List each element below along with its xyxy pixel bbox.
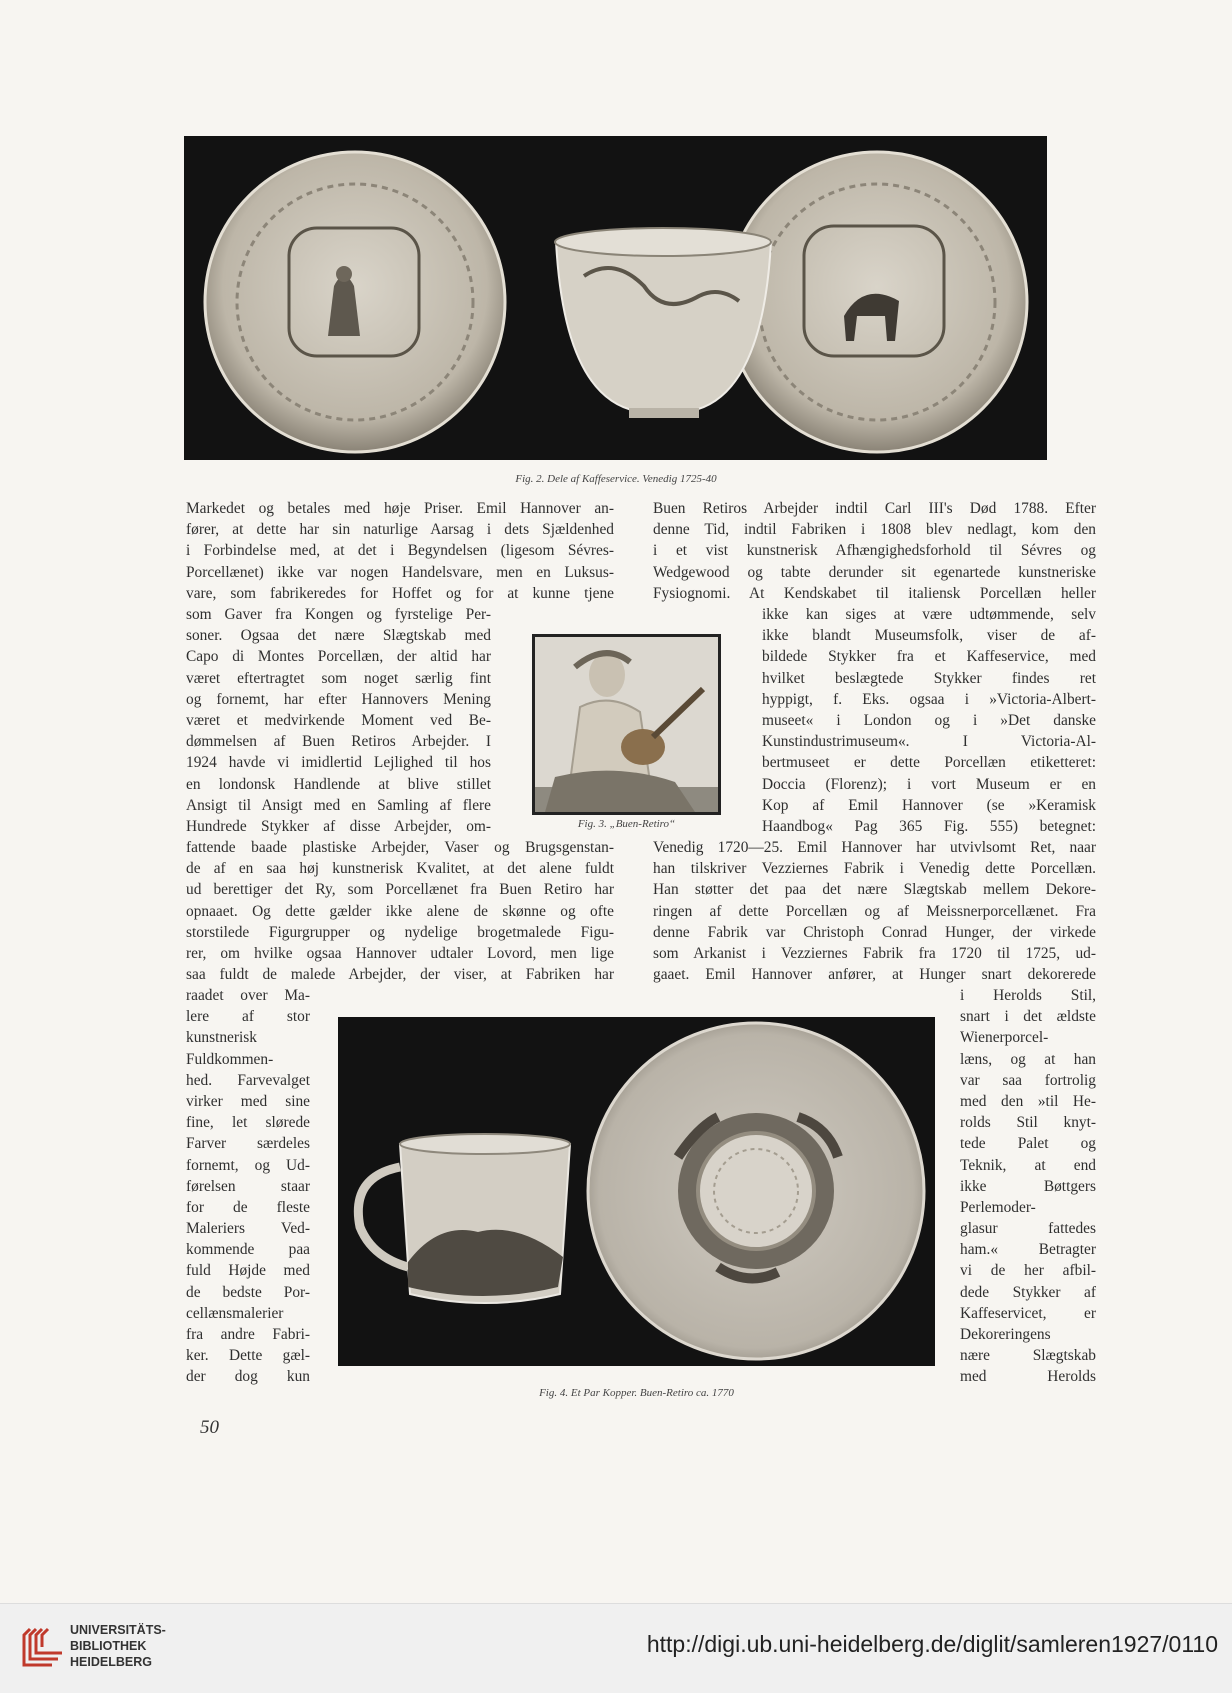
text-line: i Forbindelse med, at det i Begyndelsen (ligesom Sévres- (186, 542, 614, 560)
text-line: med den »til He- (960, 1092, 1096, 1110)
text-line: ringen af dette Porcellæn og af Meissnerporcellænet. Fra (653, 902, 1096, 920)
text-line: rolds Stil knyt- (960, 1114, 1096, 1132)
text-line: Dekoreringens (960, 1326, 1051, 1343)
text-line: ikke Bøttgers (960, 1177, 1096, 1195)
text-line: var saa fortrolig (960, 1071, 1096, 1089)
text-line: ker. Dette gæl- (186, 1347, 310, 1365)
text-line: Porcellænet) ikke var nogen Handelsvare, men en Luksus- (186, 563, 614, 581)
text-line: cellænsmalerier (186, 1304, 284, 1322)
figure-2-photo (184, 136, 1047, 460)
left-column-bottom (186, 837, 614, 985)
text-line: rer, om hvilke ogsaa Hannover udtaler Lovord, men lige (186, 944, 614, 962)
text-line: som Gaver fra Kongen og fyrstelige Per- (186, 606, 491, 623)
text-line: museet« i London og i »Det danske (762, 711, 1096, 729)
text-line: saa fuldt de malede Arbejder, der viser, at Fabriken har (186, 966, 614, 984)
text-line: Buen Retiros Arbejder indtil Carl III's Død 1788. Efter (653, 500, 1096, 517)
text-line: 1924 havde vi imidlertid Lejlighed til hos (186, 754, 491, 772)
text-line: bildede Stykker fra et Kaffeservice, med (762, 648, 1096, 666)
text-line: vi de her afbil- (960, 1262, 1096, 1280)
left-column-top (186, 498, 614, 604)
text-line: denne Fabrik var Christoph Conrad Hunger, der virkede (653, 923, 1096, 941)
library-footer (0, 1603, 1232, 1693)
text-line: fine, let slørede (186, 1114, 310, 1132)
text-line: ud berettiger det Ry, som Porcellænet fra Buen Retiro har (186, 881, 614, 899)
text-line: Kunstindustrimuseum«. I Victoria-Al- (762, 733, 1096, 751)
text-line: fattende baade plastiske Arbejder, Vaser og Brugsgenstan- (186, 839, 614, 856)
text-line: tede Palet og (960, 1135, 1096, 1153)
text-line: vare, som fabrikeredes for Hoffet og for at kunne tjene (186, 584, 614, 602)
text-line: soner. Ogsaa det nære Slægtskab med (186, 627, 491, 645)
right-column-top (653, 498, 1096, 604)
text-line: Kop af Emil Hannover (se »Keramisk (762, 796, 1096, 814)
text-line: Fuldkommen- (186, 1050, 274, 1068)
text-line: nære Slægtskab (960, 1347, 1096, 1365)
figure-3-caption: Fig. 3. „Buen-Retiro“ (577, 818, 676, 830)
text-line: fører, at dette har sin naturlige Aarsag i dets Sjældenhed (186, 521, 614, 539)
text-line: Hundrede Stykker af disse Arbejder, om- (186, 817, 491, 835)
text-line: virker med sine (186, 1092, 310, 1110)
text-line: snart i det ældste (960, 1008, 1096, 1026)
text-line: for de fleste (186, 1198, 310, 1216)
figure-4-photo (338, 1017, 935, 1366)
right-column-strip (960, 985, 1096, 1388)
text-line: Haandbog« Pag 365 Fig. 555) betegnet: (762, 817, 1096, 835)
text-line: Farver særdeles (186, 1135, 310, 1153)
text-line: storstilede Figurgrupper og nydelige brogetmalede Figu- (186, 923, 614, 941)
text-line: der dog kun (186, 1368, 310, 1386)
right-column-bottom (653, 837, 1096, 985)
text-line: Markedet og betales med høje Priser. Emil Hannover an- (186, 500, 614, 517)
figure-3-photo (532, 634, 721, 815)
text-line: Han støtter det paa det nære Slægtskab mellem Dekore- (653, 881, 1096, 899)
text-line: Doccia (Florenz); i vort Museum er en (762, 775, 1096, 793)
text-line: ikke kan siges at være udtømmende, selv (762, 606, 1096, 623)
right-column-narrow (762, 604, 1096, 837)
text-line: lere af stor (186, 1008, 310, 1026)
text-line: opnaaet. Og dette gælder ikke alene de skønne og ofte (186, 902, 614, 920)
text-line: læns, og at han (960, 1050, 1096, 1068)
text-line: i Herolds Stil, (960, 987, 1096, 1004)
text-line: Wienerporcel- (960, 1029, 1049, 1047)
text-line: Fysiognomi. At Kendskabet til italiensk Porcellæn heller (653, 584, 1096, 602)
library-logo-icon (16, 1621, 66, 1671)
source-url-link[interactable]: http://digi.ub.uni-heidelberg.de/diglit/samleren1927/0110 (646, 1631, 1218, 1657)
text-line: Perlemoder- (960, 1198, 1036, 1216)
text-line: kommende paa (186, 1241, 310, 1259)
page-number: 50 (200, 1417, 219, 1438)
text-line: dømmelsen af Buen Retiros Arbejder. I (186, 733, 491, 751)
text-line: han tilskriver Vezziernes Fabrik i Venedig dette Porcellæn. (653, 860, 1096, 878)
text-line: Wedgewood og tabte derunder sit egenartede kunstneriske (653, 563, 1096, 581)
text-line: Venedig 1720—25. Emil Hannover har utvivlsomt Ret, naar (653, 839, 1096, 856)
figure-2-caption: Fig. 2. Dele af Kaffeservice. Venedig 1725-40 (515, 473, 717, 485)
text-line: ikke blandt Museumsfolk, viser de af- (762, 627, 1096, 645)
text-line: hvilket beslægtede Stykker findes ret (762, 669, 1096, 687)
text-line: været et medvirkende Moment ved Be- (186, 711, 491, 729)
text-line: denne Tid, indtil Fabriken i 1808 blev nedlagt, kom den (653, 521, 1096, 539)
figure-4-caption: Fig. 4. Et Par Kopper. Buen-Retiro ca. 1770 (539, 1387, 734, 1399)
text-line: førelsen staar (186, 1177, 310, 1195)
text-line: de af en saa høj kunstnerisk Kvalitet, at det alene fuldt (186, 860, 614, 878)
text-line: fornemt, og Ud- (186, 1156, 310, 1174)
text-line: dede Stykker af (960, 1283, 1096, 1301)
text-line: Capo di Montes Porcellæn, der altid har (186, 648, 491, 666)
text-line: gaaet. Emil Hannover anfører, at Hunger snart dekorerede (653, 966, 1096, 984)
text-line: været eftertragtet som noget særlig fint (186, 669, 491, 687)
text-line: bertmuseet er dette Porcellæn etiketteret: (762, 754, 1096, 772)
left-column-strip (186, 985, 310, 1388)
text-line: og fornemt, har efter Hannovers Mening (186, 690, 491, 708)
text-line: Maleriers Ved- (186, 1220, 310, 1238)
text-line: hed. Farvevalget (186, 1071, 310, 1089)
text-line: ham.« Betragter (960, 1241, 1096, 1259)
text-line: en londonsk Handlende at blive stillet (186, 775, 491, 793)
text-line: som Arkanist i Vezziernes Fabrik fra 1720 til 1725, ud- (653, 944, 1096, 962)
text-line: med Herolds (960, 1368, 1096, 1386)
text-line: i et vist kunstnerisk Afhængighedsforhold til Sévres og (653, 542, 1096, 560)
text-line: glasur fattedes (960, 1220, 1096, 1238)
left-column-narrow (186, 604, 491, 837)
text-line: fuld Højde med (186, 1262, 310, 1280)
text-line: hyppigt, f. Eks. ogsaa i »Victoria-Albert- (762, 690, 1096, 708)
text-line: Teknik, at end (960, 1156, 1096, 1174)
text-line: kunstnerisk (186, 1029, 257, 1047)
text-line: raadet over Ma- (186, 987, 310, 1004)
library-name: UNIVERSITÄTS- BIBLIOTHEK HEIDELBERG (70, 1623, 166, 1669)
text-line: Ansigt til Ansigt med en Samling af flere (186, 796, 491, 814)
text-line: de bedste Por- (186, 1283, 310, 1301)
text-line: Kaffeservicet, er (960, 1304, 1096, 1322)
text-line: fra andre Fabri- (186, 1326, 310, 1343)
